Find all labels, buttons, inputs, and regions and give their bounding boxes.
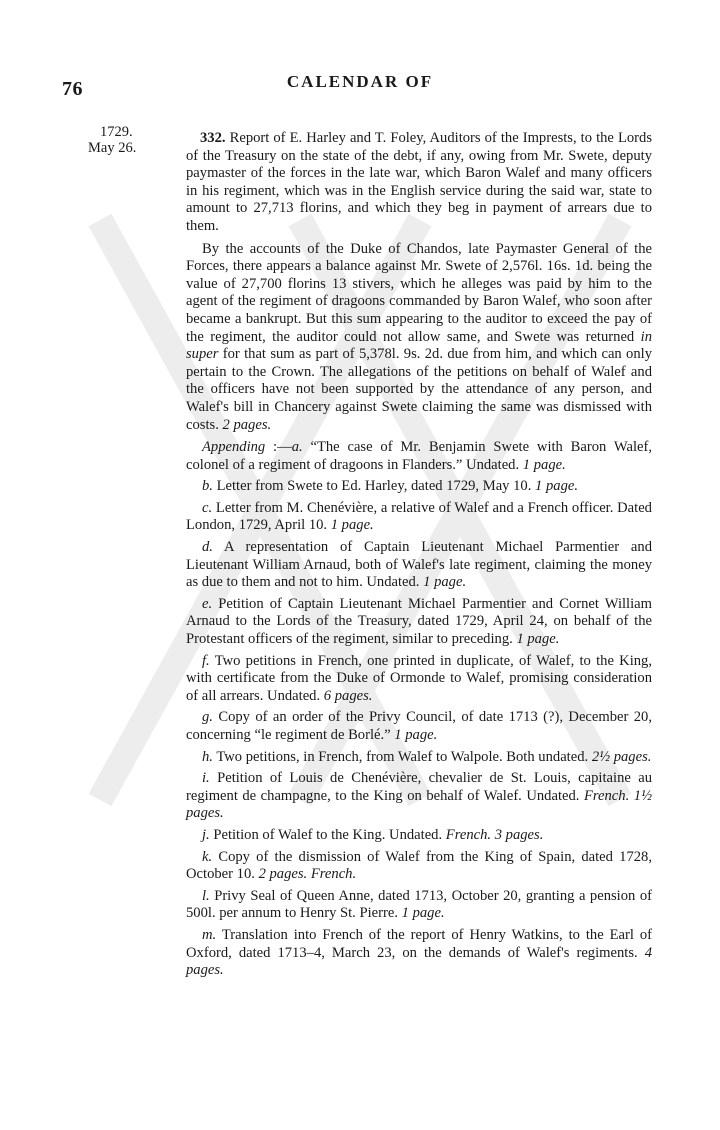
entry-para2-pages: 2 pages. — [222, 416, 272, 433]
page-number: 76 — [62, 78, 83, 100]
running-title: CALENDAR OF — [286, 72, 434, 91]
appending-item — [186, 749, 652, 767]
item-pages: 1 page. — [401, 905, 445, 922]
item-pages: 1½ pages. — [186, 787, 653, 822]
item-text: Petition of Louis de Chenévière, chevalier de St. Louis, capitaine au regiment de champagne, to the King on behalf of Walef. Undated. — [186, 770, 652, 804]
item-letter: b. — [202, 478, 213, 495]
item-pages: 3 pages. — [494, 826, 544, 843]
item-text: Copy of an order of the Privy Council, of date 1713 (?), December 20, concerning “le regiment de Borlé.” — [186, 709, 652, 743]
appending-item — [186, 539, 652, 592]
margin-day: May 26. — [88, 140, 137, 156]
item-text: Letter from M. Chenévière, a relative of Walef and a French officer. Dated London, 1729, April 10. — [186, 499, 652, 534]
appending-item — [186, 888, 652, 923]
appending-item — [186, 849, 652, 884]
item-letter: m. — [202, 926, 217, 943]
item-text: Copy of the dismission of Walef from the King of Spain, dated 1728, October 10. — [186, 848, 652, 883]
appending-item — [186, 478, 652, 496]
item-letter: c. — [202, 499, 213, 516]
item-letter: e. — [202, 595, 213, 612]
item-pages: 1 page. — [516, 631, 560, 648]
item-text: Translation into French of the report of Henry Watkins, to the Earl of Oxford, dated 1713–4, March 23, on the demands of Walef's regiments. — [186, 926, 652, 961]
item-pages: French. — [310, 866, 357, 883]
appending-item — [186, 500, 652, 535]
appending-item — [186, 927, 652, 980]
appending-item — [186, 653, 652, 706]
item-text: A representation of Captain Lieutenant Michael Parmentier and Lieutenant William Arnaud, both of Walef's late regiment, claiming the money as due to them and not to him. Undated. — [186, 539, 653, 591]
entry-paragraph-2 — [186, 241, 652, 435]
appending-item — [186, 827, 652, 845]
item-letter: h. — [202, 748, 213, 765]
appending-item — [186, 709, 652, 744]
item-letter: a. — [291, 439, 303, 456]
item-extra: French. — [445, 826, 492, 843]
item-pages: 1 page. — [330, 517, 374, 534]
item-pages: 1 page. — [394, 727, 438, 743]
entry-para2-italic: in super — [186, 328, 652, 363]
appending-label: Appending — [202, 439, 266, 456]
item-pages: 4 pages. — [186, 944, 652, 979]
item-letter: j. — [202, 826, 210, 843]
item-pages: 1 page. — [535, 478, 578, 495]
appending-item — [186, 439, 652, 474]
item-letter: i. — [202, 770, 210, 787]
appending-item — [186, 770, 652, 823]
item-letter: g. — [202, 709, 213, 726]
item-text: Two petitions, in French, from Walef to Walpole. Both undated. — [216, 748, 589, 765]
entry-body — [186, 130, 652, 984]
item-letter: d. — [202, 539, 213, 556]
entry-para2-text-b: for that sum as part of 5,378l. 9s. 2d. due from him, and which can only pertain to the Crown. The allegations of the petitions on behalf of Walef and the officers have not been supported by the attendance of any person, and Walef's bill in Chancery against Swete claiming the same was dismissed with costs. — [186, 346, 652, 433]
item-text: Petition of Walef to the King. Undated. — [213, 826, 443, 843]
appending-separator: :— — [265, 439, 292, 456]
entry-number: 332. — [200, 130, 226, 146]
item-text: Two petitions in French, one printed in duplicate, of Walef, to the King, with certificate from the Duke of Ormonde to Walef, promising consideration of all arrears. Undated. — [186, 652, 652, 704]
entry-para1-text: Report of E. Harley and T. Foley, Auditors of the Imprests, to the Lords of the Treasury on the state of the debt, if any, owing from Mr. Swete, deputy paymaster of the forces in the late war, which Baron Walef and many officers in his regiment, which was in the English service during the said war, state to amount to 27,713 florins, and which they beg in payment of arrears due to them. — [186, 130, 652, 234]
margin-date — [88, 124, 158, 156]
item-letter: l. — [202, 887, 210, 904]
item-text: Privy Seal of Queen Anne, dated 1713, October 20, granting a pension of 500l. per annum to Henry St. Pierre. — [186, 887, 652, 922]
entry-para2-text-a: By the accounts of the Duke of Chandos, late Paymaster General of the Forces, there appears a balance against Mr. Swete of 2,576l. 16s. 1d. being the value of 27,700 florins 13 stivers, which he alleges was paid by him to the agent of the regiment of dragoons commanded by Baron Walef, who soon after became a bankrupt. But this sum appearing to the auditor to exceed the pay of the regiment, the auditor could not allow same, and Swete was returned — [186, 240, 652, 345]
entry-paragraph-1 — [186, 130, 652, 236]
item-letter: k. — [202, 848, 213, 865]
item-text: Petition of Captain Lieutenant Michael Parmentier and Cornet William Arnaud to the Lords of the Treasury, dated 1729, April 24, on behalf of the Protestant officers of the regiment, similar to preceding. — [186, 595, 652, 648]
item-pages: 1 page. — [423, 574, 467, 591]
item-extra: French. — [583, 787, 630, 804]
item-pages: 6 pages. — [323, 687, 373, 704]
item-text: Letter from Swete to Ed. Harley, dated 1729, May 10. — [216, 478, 532, 495]
appending-list — [186, 439, 652, 980]
item-text: “The case of Mr. Benjamin Swete with Baron Walef, colonel of a regiment of dragoons in Flanders.” Undated. — [186, 439, 652, 473]
item-extra: 2 pages. — [258, 866, 308, 883]
item-pages: 1 page. — [522, 456, 566, 473]
appending-item — [186, 596, 652, 649]
margin-year: 1729. — [100, 124, 133, 140]
item-pages: 2½ pages. — [591, 748, 652, 765]
item-letter: f. — [202, 652, 210, 669]
